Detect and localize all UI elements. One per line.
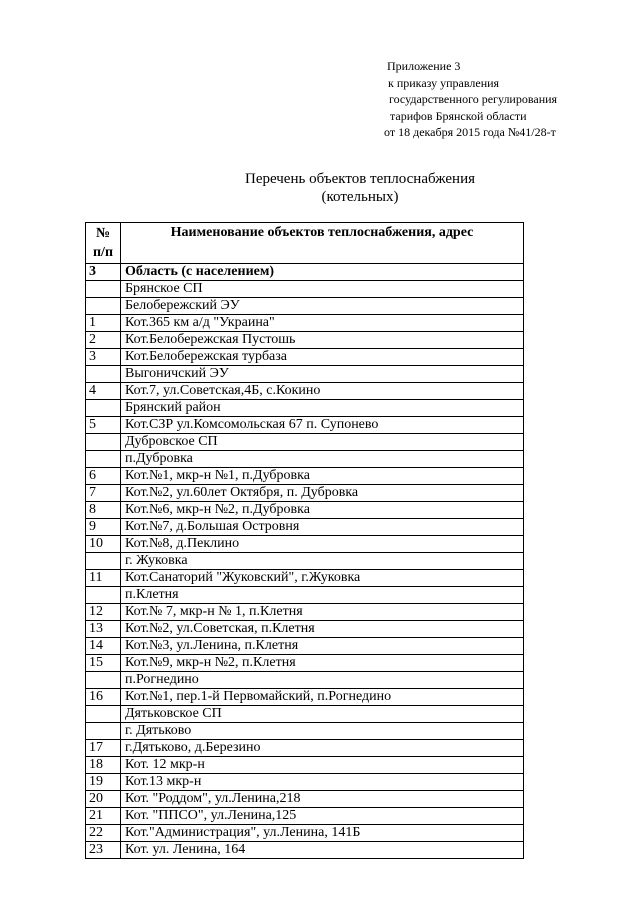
row-number (86, 298, 121, 315)
row-number: 5 (86, 417, 121, 434)
row-name: Кот.Белобережская турбаза (121, 349, 524, 366)
row-number (86, 434, 121, 451)
table-row (86, 451, 524, 468)
objects-table (85, 222, 524, 859)
row-number: 20 (86, 791, 121, 808)
table-row (86, 757, 524, 774)
table-row (86, 553, 524, 570)
table-row (86, 587, 524, 604)
row-number: 8 (86, 502, 121, 519)
row-number: 4 (86, 383, 121, 400)
row-name: Кот.13 мкр-н (121, 774, 524, 791)
row-number: 23 (86, 842, 121, 859)
table-row (86, 842, 524, 859)
table-header-row (86, 223, 524, 264)
table-row (86, 366, 524, 383)
appendix-line-3: государственного регулирования (389, 92, 558, 106)
row-name: Кот.№7, д.Большая Островня (121, 519, 524, 536)
table-row (86, 383, 524, 400)
row-name: Кот.Санаторий "Жуковский", г.Жуковка (121, 570, 524, 587)
row-name: Кот.№1, пер.1-й Первомайский, п.Рогнедино (121, 689, 524, 706)
table-row (86, 791, 524, 808)
row-name: Кот. ул. Ленина, 164 (121, 842, 524, 859)
row-name: Кот.Белобережская Пустошь (121, 332, 524, 349)
row-number: 7 (86, 485, 121, 502)
row-number: 11 (86, 570, 121, 587)
row-name: Выгоничский ЭУ (121, 366, 524, 383)
document-title (200, 170, 520, 206)
row-number (86, 553, 121, 570)
table-row (86, 621, 524, 638)
row-name: Кот.№8, д.Пеклино (121, 536, 524, 553)
row-number: 21 (86, 808, 121, 825)
row-number: 12 (86, 604, 121, 621)
row-number: 17 (86, 740, 121, 757)
row-name: Кот.№2, ул.Советская, п.Клетня (121, 621, 524, 638)
row-name: Кот."Администрация", ул.Ленина, 141Б (121, 825, 524, 842)
row-name: Кот.№6, мкр-н №2, п.Дубровка (121, 502, 524, 519)
row-name: Кот.№9, мкр-н №2, п.Клетня (121, 655, 524, 672)
row-name: Кот. 12 мкр-н (121, 757, 524, 774)
row-name: п.Рогнедино (121, 672, 524, 689)
table-row (86, 774, 524, 791)
table-row (86, 604, 524, 621)
header-name: Наименование объектов теплоснабжения, адрес (121, 223, 524, 264)
table-row (86, 740, 524, 757)
table-row (86, 723, 524, 740)
row-number: 19 (86, 774, 121, 791)
row-name: Кот.365 км а/д "Украина" (121, 315, 524, 332)
row-name: Кот.№2, ул.60лет Октября, п. Дубровка (121, 485, 524, 502)
appendix-line-5: от 18 декабря 2015 года №41/28-т (384, 125, 556, 139)
table-row (86, 315, 524, 332)
row-number: 2 (86, 332, 121, 349)
row-name: Кот.СЗР ул.Комсомольская 67 п. Супонево (121, 417, 524, 434)
table-row (86, 502, 524, 519)
row-name: Брянский район (121, 400, 524, 417)
row-number: 13 (86, 621, 121, 638)
row-name: Кот.№1, мкр-н №1, п.Дубровка (121, 468, 524, 485)
table-row (86, 264, 524, 281)
table-row (86, 485, 524, 502)
appendix-block (378, 58, 628, 141)
table-row (86, 519, 524, 536)
table-row (86, 298, 524, 315)
row-name: Кот.7, ул.Советская,4Б, с.Кокино (121, 383, 524, 400)
table-row (86, 536, 524, 553)
row-number (86, 723, 121, 740)
title-line-2: (котельных) (321, 189, 399, 205)
row-name: Дубровское СП (121, 434, 524, 451)
table-row (86, 638, 524, 655)
row-name: Кот.№3, ул.Ленина, п.Клетня (121, 638, 524, 655)
row-name: г. Дятьково (121, 723, 524, 740)
row-name: п.Дубровка (121, 451, 524, 468)
table-row (86, 468, 524, 485)
header-number-line-1: № (95, 226, 111, 241)
row-number: 3 (86, 349, 121, 366)
row-number (86, 281, 121, 298)
table-row (86, 417, 524, 434)
row-name: Брянское СП (121, 281, 524, 298)
row-number: 14 (86, 638, 121, 655)
row-number: 6 (86, 468, 121, 485)
row-number: 18 (86, 757, 121, 774)
table-row (86, 655, 524, 672)
row-name: Кот. "ППСО", ул.Ленина,125 (121, 808, 524, 825)
row-number: 1 (86, 315, 121, 332)
appendix-line-2: к приказу управления (388, 75, 500, 90)
table-row (86, 706, 524, 723)
table-row (86, 434, 524, 451)
table-row (86, 349, 524, 366)
row-name: г.Дятьково, д.Березино (121, 740, 524, 757)
table-row (86, 672, 524, 689)
row-name: Кот. "Роддом", ул.Ленина,218 (121, 791, 524, 808)
row-name: Дятьковское СП (121, 706, 524, 723)
header-number (86, 223, 121, 264)
table-row (86, 825, 524, 842)
table-body (86, 264, 524, 859)
title-line-1: Перечень объектов теплоснабжения (244, 171, 476, 187)
row-number (86, 451, 121, 468)
row-name: п.Клетня (121, 587, 524, 604)
row-number: 22 (86, 825, 121, 842)
row-number (86, 706, 121, 723)
row-number (86, 400, 121, 417)
table-row (86, 332, 524, 349)
row-name: Белобережский ЭУ (121, 298, 524, 315)
row-name: Область (с населением) (121, 264, 524, 281)
row-number: 16 (86, 689, 121, 706)
row-number (86, 366, 121, 383)
row-name: Кот.№ 7, мкр-н № 1, п.Клетня (121, 604, 524, 621)
row-number: 10 (86, 536, 121, 553)
header-number-line-2: п/п (92, 245, 114, 260)
table-row (86, 689, 524, 706)
row-number (86, 587, 121, 604)
table-row (86, 400, 524, 417)
row-number: 3 (86, 264, 121, 281)
appendix-line-1: Приложение 3 (387, 59, 461, 73)
row-number: 9 (86, 519, 121, 536)
table-row (86, 808, 524, 825)
row-number (86, 672, 121, 689)
row-name: г. Жуковка (121, 553, 524, 570)
table-row (86, 570, 524, 587)
appendix-line-4: тарифов Брянской области (390, 108, 527, 123)
table-row (86, 281, 524, 298)
row-number: 15 (86, 655, 121, 672)
